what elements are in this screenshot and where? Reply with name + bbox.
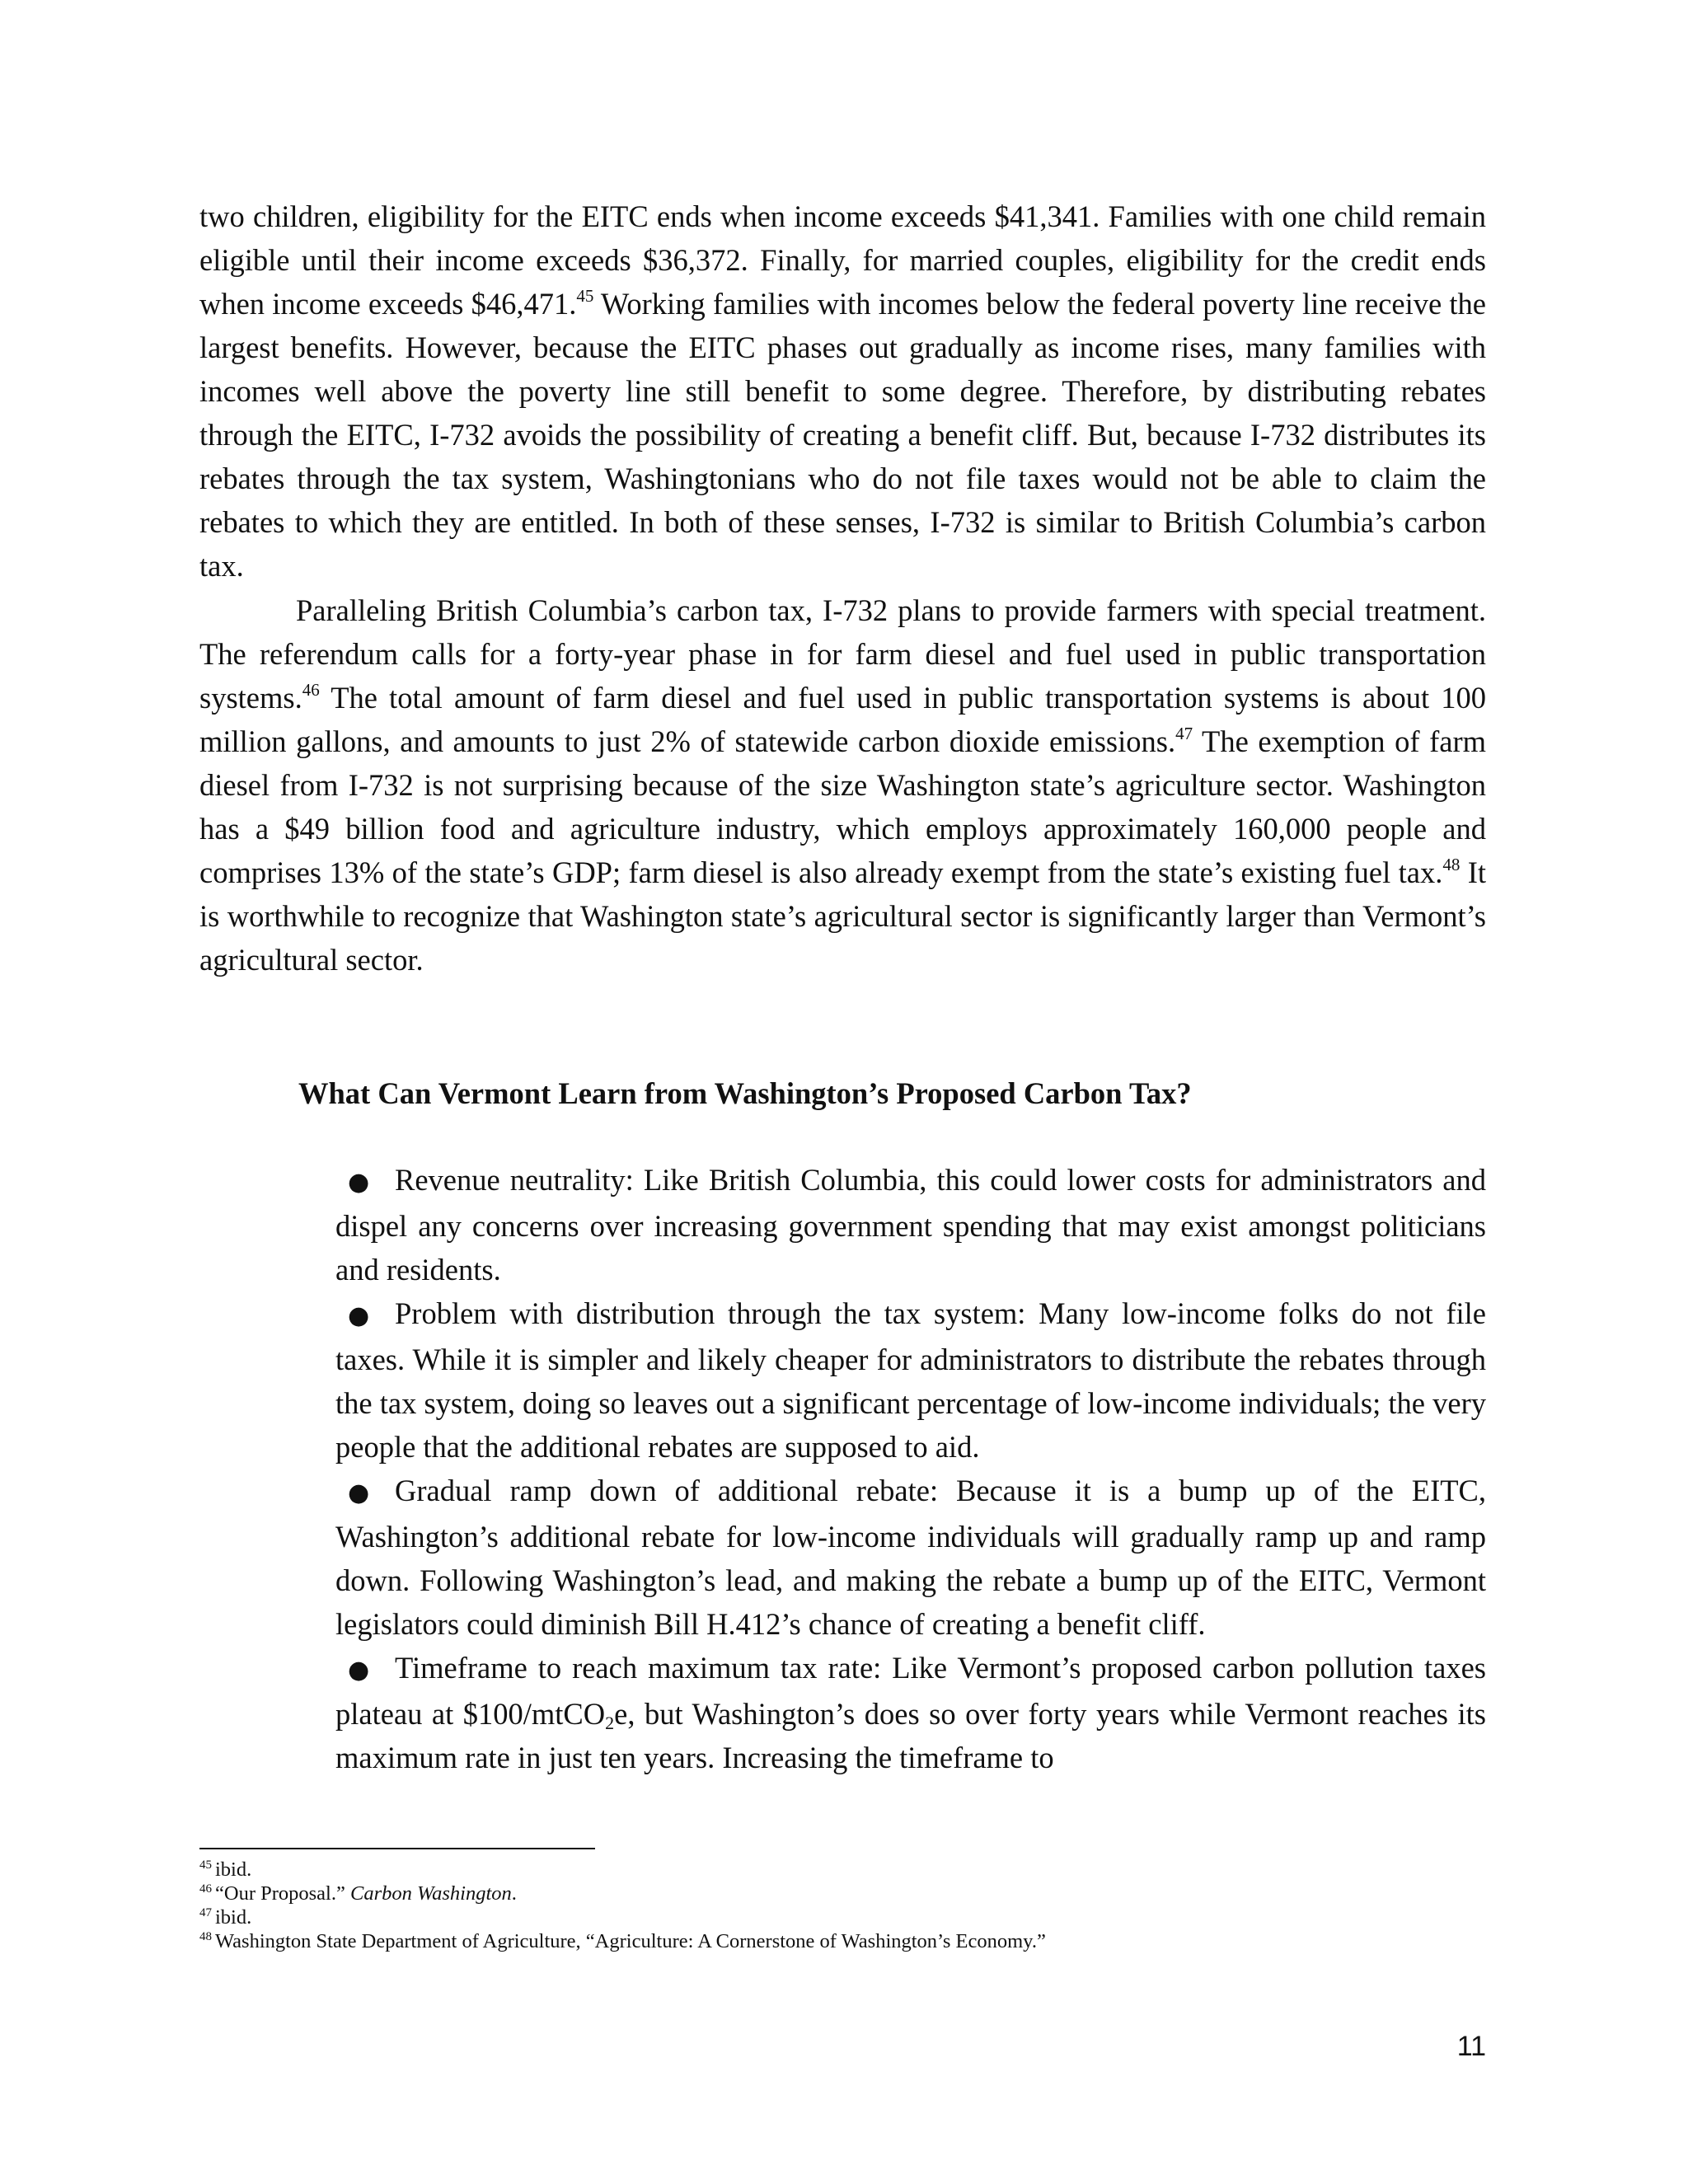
footnote-text: Washington State Department of Agriculture, “Agriculture: A Cornerstone of Washington’s Economy.” — [215, 1930, 1046, 1952]
footnote-47 — [199, 1905, 1486, 1929]
bullet-icon: ● — [348, 1168, 370, 1197]
footnote-45 — [199, 1858, 1486, 1882]
bullet-icon: ● — [348, 1479, 370, 1507]
paragraph-text: Paralleling British Columbia’s carbon tax, I-732 plans to provide farmers with special treatment. The referendum calls for a forty-year phase in for farm diesel and fuel used in public transportation systems. — [199, 593, 1486, 715]
footnote-text: ibid. — [215, 1858, 252, 1881]
footnote-text: . — [511, 1882, 517, 1905]
footnote-number: 47 — [199, 1906, 212, 1919]
bullet-icon: ● — [348, 1656, 370, 1685]
body-paragraph-1 — [199, 194, 1486, 588]
footnote-ref-48[interactable]: 48 — [1442, 855, 1461, 874]
page-number: 11 — [1456, 2031, 1486, 2062]
footnote-ref-46[interactable]: 46 — [302, 680, 320, 700]
paragraph-text: The total amount of farm diesel and fuel used in public transportation systems is about 100 million gallons, and amounts to just 2% of statewide carbon dioxide emissions. — [199, 681, 1486, 758]
paragraph-text: Working families with incomes below the federal poverty line receive the largest benefits. However, because the EITC phases out gradually as income rises, many families with incomes well above the poverty line still benefit to some degree. Therefore, by distributing rebates through the EITC, I-732 avoids the possibility of creating a benefit cliff. But, because I-732 distributes its rebates through the tax system, Washingtonians who do not file taxes would not be able to claim the rebates to which they are entitled. In both of these senses, I-732 is similar to British Columbia’s carbon tax. — [199, 287, 1487, 583]
subscript-2: 2 — [605, 1713, 615, 1733]
footnote-text: “Our Proposal.” — [215, 1882, 350, 1905]
footnote-ref-45[interactable]: 45 — [576, 286, 594, 306]
body-paragraph-2 — [199, 588, 1486, 982]
footnotes — [199, 1858, 1486, 1953]
footnote-number: 46 — [199, 1882, 212, 1896]
paragraph-text: It is worthwhile to recognize that Washington state’s agricultural sector is significantly larger than Vermont’s agricultural sector. — [199, 855, 1486, 977]
lessons-bullet-list — [335, 1158, 1486, 1779]
footnote-text: ibid. — [215, 1906, 252, 1929]
footnote-46 — [199, 1882, 1486, 1905]
bullet-icon: ● — [348, 1301, 370, 1330]
bullet-text: Gradual ramp down of additional rebate: Because it is a bump up of the EITC, Washington’s additional rebate for low-income individuals will gradually ramp up and ramp down. Following Washington’s lead, and making the rebate a bump up of the EITC, Vermont legislators could diminish Bill H.412’s chance of creating a benefit cliff. — [335, 1474, 1486, 1641]
footnote-48 — [199, 1929, 1486, 1953]
footnote-ref-47[interactable]: 47 — [1175, 724, 1193, 743]
bullet-text: Problem with distribution through the tax system: Many low-income folks do not file taxes. While it is simpler and likely cheaper for administrators to distribute the rebates through the tax system, doing so leaves out a significant percentage of low-income individuals; the very people that the additional rebates are supposed to aid. — [335, 1296, 1486, 1464]
bullet-text: e, but Washington’s does so over forty years while Vermont reaches its maximum rate in just ten years. Increasing the timeframe to — [335, 1697, 1486, 1774]
paragraph-text: The exemption of farm diesel from I-732 is not surprising because of the size Washington state’s agriculture sector. Washington has a $49 billion food and agriculture industry, which employs approximately 160,000 people and comprises 13% of the state’s GDP; farm diesel is also already exempt from the state’s existing fuel tax. — [199, 724, 1486, 889]
bullet-text: Revenue neutrality: Like British Columbia, this could lower costs for administrators and dispel any concerns over increasing government spending that may exist amongst politicians and residents. — [335, 1163, 1486, 1286]
bullet-item-revenue-neutrality — [335, 1158, 1486, 1291]
bullet-item-gradual-ramp-down — [335, 1469, 1486, 1646]
bullet-text: Timeframe to reach maximum tax rate: Like Vermont’s proposed carbon pollution taxes plateau at $100/mtCO — [335, 1651, 1486, 1731]
footnote-number: 45 — [199, 1858, 212, 1872]
bullet-item-timeframe — [335, 1646, 1486, 1779]
section-heading: What Can Vermont Learn from Washington’s Proposed Carbon Tax? — [298, 1076, 1192, 1110]
footnote-number: 48 — [199, 1930, 212, 1943]
bullet-item-tax-distribution — [335, 1291, 1486, 1469]
footnote-divider — [199, 1848, 595, 1849]
footnote-source-title: Carbon Washington — [349, 1882, 512, 1905]
paragraph-text: two children, eligibility for the EITC ends when income exceeds $41,341. Families with one child remain eligible until their income exceeds $36,372. Finally, for married couples, eligibility for the credit ends when income exceeds $46,471. — [199, 199, 1486, 321]
